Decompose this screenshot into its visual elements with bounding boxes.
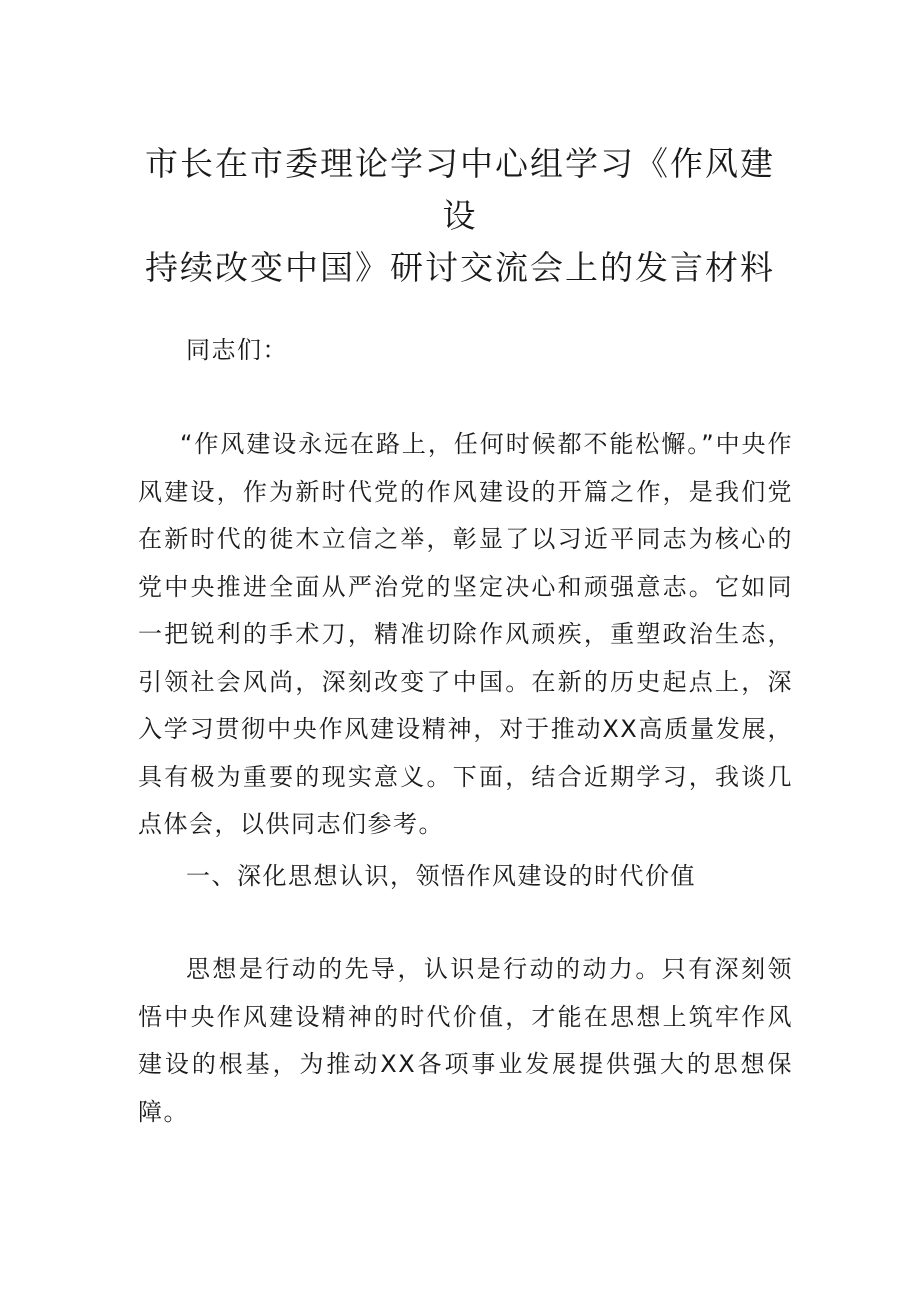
document-title-line1: 市长在市委理论学习中心组学习《作风建设	[145, 144, 775, 235]
document-title	[138, 138, 782, 294]
document-title-line2: 持续改变中国》研讨交流会上的发言材料	[145, 248, 775, 287]
paragraph-intro: “作风建设永远在路上，任何时候都不能松懈。”中央作风建设，作为新时代党的作风建设的开篇之作，是我们党在新时代的徙木立信之举，彰显了以习近平同志为核心的党中央推进全面从严治党的坚定决心和顽强意志。它如同一把锐利的手术刀，精准切除作风顽疾，重塑政治生态，引领社会风尚，深刻改变了中国。在新的历史起点上，深入学习贯彻中央作风建设精神，对于推动XX高质量发展，具有极为重要的现实意义。下面，结合近期学习，我谈几点体会，以供同志们参考。	[138, 430, 793, 838]
greeting: 同志们：	[186, 336, 288, 364]
section-heading-1: 一、深化思想认识，领悟作风建设的时代价值	[186, 862, 696, 890]
paragraph-section-1: 思想是行动的先导，认识是行动的动力。只有深刻领悟中央作风建设精神的时代价值，才能在思想上筑牢作风建设的根基，为推动XX各项事业发展提供强大的思想保障。	[138, 955, 793, 1126]
